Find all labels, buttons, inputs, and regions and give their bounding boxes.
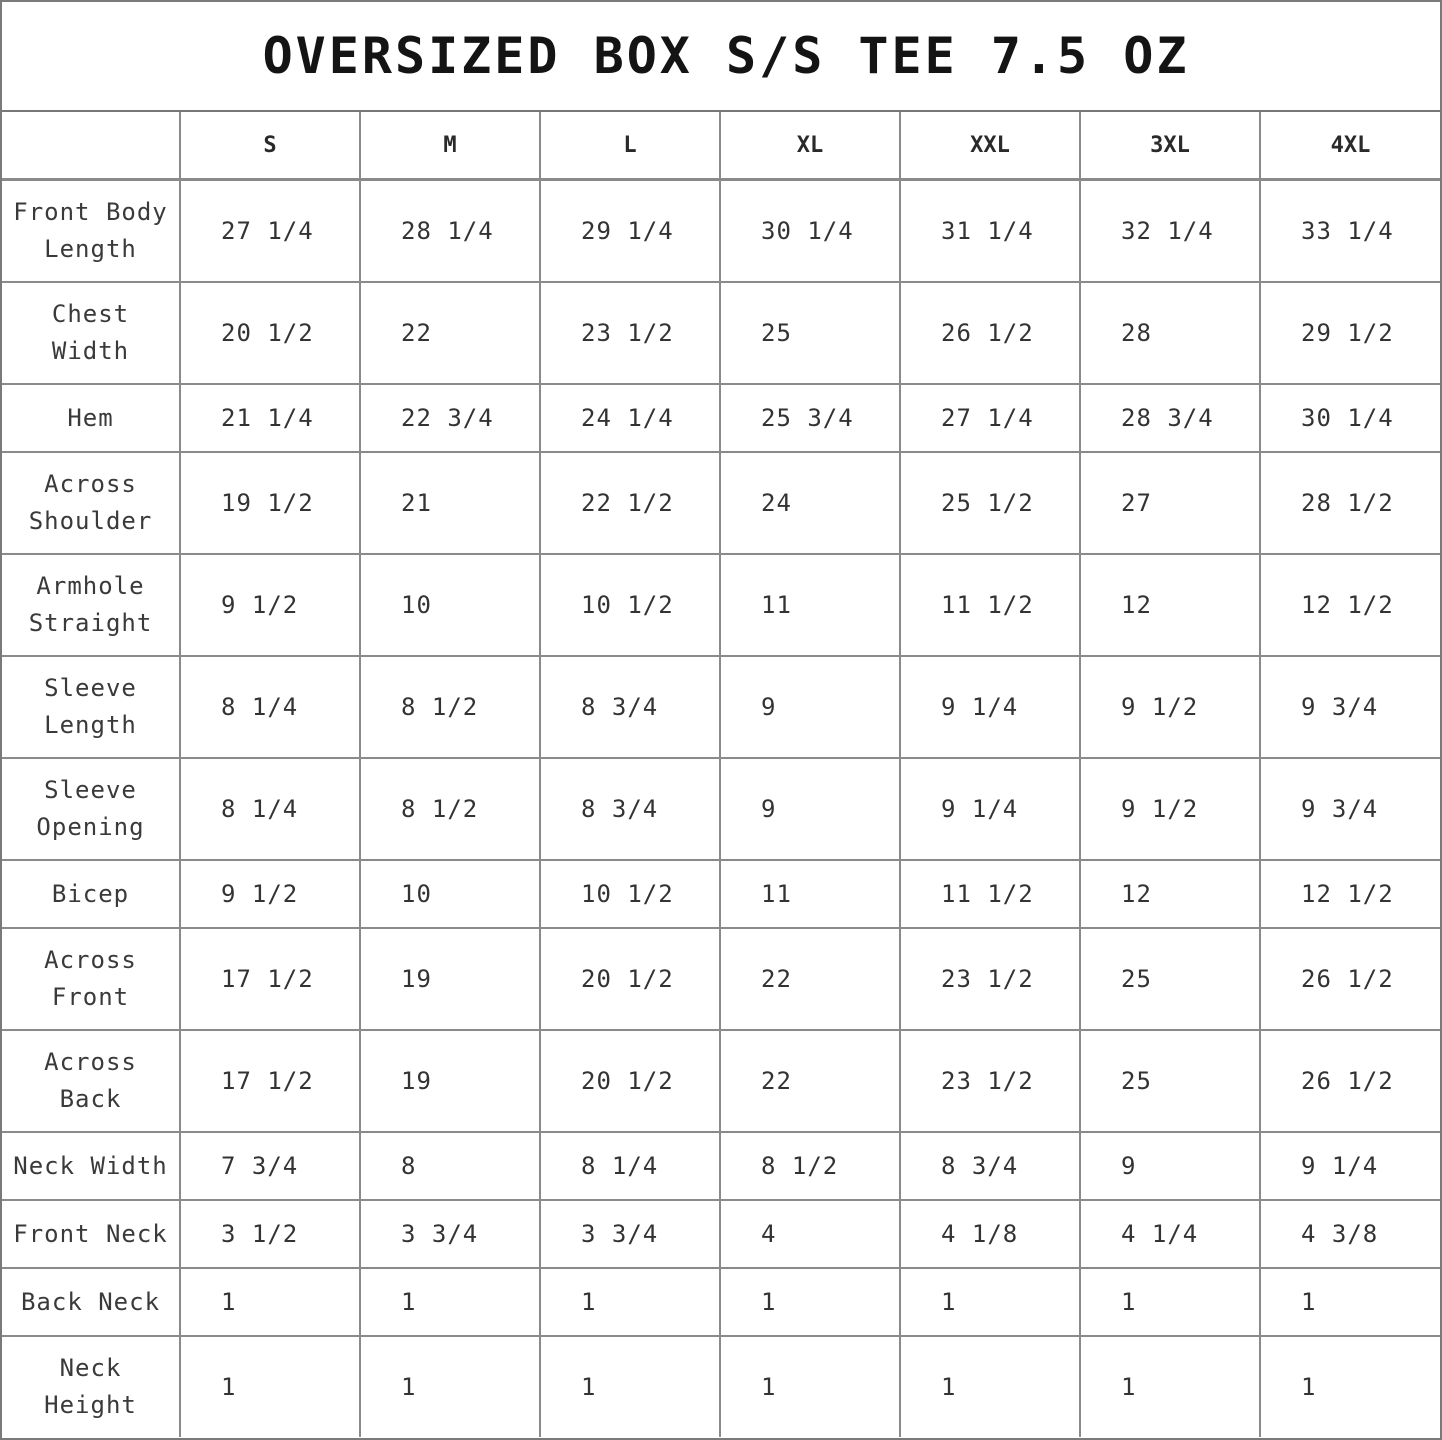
measurement-value-xl: 25 3/4 <box>720 384 900 452</box>
measurement-row <box>2 1268 1440 1336</box>
measurement-value-4xl: 26 1/2 <box>1260 1030 1440 1132</box>
measurement-value-xxl: 23 1/2 <box>900 1030 1080 1132</box>
measurement-value-l: 10 1/2 <box>540 554 720 656</box>
measurement-row <box>2 282 1440 384</box>
measurement-value-m: 8 <box>360 1132 540 1200</box>
measurement-value-4xl: 29 1/2 <box>1260 282 1440 384</box>
measurement-value-3xl: 27 <box>1080 452 1260 554</box>
measurement-value-xxl: 1 <box>900 1268 1080 1336</box>
measurement-value-l: 24 1/4 <box>540 384 720 452</box>
measurement-value-4xl: 12 1/2 <box>1260 554 1440 656</box>
measurement-value-xl: 24 <box>720 452 900 554</box>
measurement-label: Across Shoulder <box>2 452 180 554</box>
measurement-row <box>2 1336 1440 1437</box>
measurement-value-xl: 4 <box>720 1200 900 1268</box>
size-header-l: L <box>540 112 720 180</box>
measurement-value-xl: 11 <box>720 860 900 928</box>
measurement-value-3xl: 25 <box>1080 1030 1260 1132</box>
measurement-value-xl: 22 <box>720 928 900 1030</box>
measurement-value-4xl: 12 1/2 <box>1260 860 1440 928</box>
measurement-label: Bicep <box>2 860 180 928</box>
measurement-value-s: 27 1/4 <box>180 180 360 283</box>
measurement-value-l: 8 3/4 <box>540 656 720 758</box>
size-header-m: M <box>360 112 540 180</box>
measurement-value-xl: 22 <box>720 1030 900 1132</box>
measurement-label: Back Neck <box>2 1268 180 1336</box>
measurement-value-xl: 9 <box>720 656 900 758</box>
measurement-value-3xl: 12 <box>1080 554 1260 656</box>
measurement-row <box>2 384 1440 452</box>
measurement-row <box>2 928 1440 1030</box>
measurement-value-4xl: 1 <box>1260 1336 1440 1437</box>
measurement-value-s: 1 <box>180 1268 360 1336</box>
measurement-label: Front Neck <box>2 1200 180 1268</box>
measurement-value-3xl: 1 <box>1080 1336 1260 1437</box>
measurement-value-l: 3 3/4 <box>540 1200 720 1268</box>
measurement-value-s: 9 1/2 <box>180 860 360 928</box>
measurement-value-xxl: 27 1/4 <box>900 384 1080 452</box>
measurement-label: Neck Height <box>2 1336 180 1437</box>
measurement-value-m: 10 <box>360 860 540 928</box>
measurement-value-m: 21 <box>360 452 540 554</box>
measurement-value-xl: 30 1/4 <box>720 180 900 283</box>
measurement-label: Chest Width <box>2 282 180 384</box>
measurement-value-xxl: 26 1/2 <box>900 282 1080 384</box>
measurement-value-3xl: 25 <box>1080 928 1260 1030</box>
measurement-label: Across Front <box>2 928 180 1030</box>
measurement-value-4xl: 1 <box>1260 1268 1440 1336</box>
size-header-s: S <box>180 112 360 180</box>
measurement-row <box>2 554 1440 656</box>
measurement-label: Sleeve Opening <box>2 758 180 860</box>
measurement-value-3xl: 9 1/2 <box>1080 656 1260 758</box>
measurement-value-4xl: 9 1/4 <box>1260 1132 1440 1200</box>
measurement-value-3xl: 28 3/4 <box>1080 384 1260 452</box>
measurement-value-xl: 11 <box>720 554 900 656</box>
measurement-value-xxl: 8 3/4 <box>900 1132 1080 1200</box>
measurement-value-l: 8 3/4 <box>540 758 720 860</box>
corner-cell <box>2 112 180 180</box>
measurement-row <box>2 1030 1440 1132</box>
measurement-value-4xl: 9 3/4 <box>1260 758 1440 860</box>
measurement-value-xxl: 9 1/4 <box>900 758 1080 860</box>
measurement-value-3xl: 1 <box>1080 1268 1260 1336</box>
measurement-value-xl: 8 1/2 <box>720 1132 900 1200</box>
measurement-value-s: 8 1/4 <box>180 656 360 758</box>
measurement-label: Sleeve Length <box>2 656 180 758</box>
measurement-value-s: 17 1/2 <box>180 928 360 1030</box>
measurement-value-l: 8 1/4 <box>540 1132 720 1200</box>
measurement-value-l: 29 1/4 <box>540 180 720 283</box>
measurement-row <box>2 1132 1440 1200</box>
size-header-row <box>2 112 1440 180</box>
size-header-4xl: 4XL <box>1260 112 1440 180</box>
measurement-value-xl: 9 <box>720 758 900 860</box>
measurement-value-4xl: 28 1/2 <box>1260 452 1440 554</box>
measurement-value-m: 22 <box>360 282 540 384</box>
measurement-value-m: 3 3/4 <box>360 1200 540 1268</box>
measurement-value-4xl: 30 1/4 <box>1260 384 1440 452</box>
measurement-value-m: 10 <box>360 554 540 656</box>
measurement-value-3xl: 4 1/4 <box>1080 1200 1260 1268</box>
measurement-value-m: 19 <box>360 1030 540 1132</box>
measurement-value-l: 10 1/2 <box>540 860 720 928</box>
measurement-value-4xl: 33 1/4 <box>1260 180 1440 283</box>
measurement-value-4xl: 4 3/8 <box>1260 1200 1440 1268</box>
measurement-value-l: 23 1/2 <box>540 282 720 384</box>
measurement-value-xxl: 4 1/8 <box>900 1200 1080 1268</box>
chart-title: OVERSIZED BOX S/S TEE 7.5 OZ <box>2 2 1440 112</box>
size-header-3xl: 3XL <box>1080 112 1260 180</box>
measurement-value-3xl: 9 <box>1080 1132 1260 1200</box>
measurement-value-xxl: 11 1/2 <box>900 860 1080 928</box>
size-table <box>2 112 1440 1437</box>
measurement-value-4xl: 26 1/2 <box>1260 928 1440 1030</box>
measurement-value-s: 19 1/2 <box>180 452 360 554</box>
measurement-row <box>2 1200 1440 1268</box>
measurement-value-xxl: 23 1/2 <box>900 928 1080 1030</box>
measurement-value-3xl: 32 1/4 <box>1080 180 1260 283</box>
measurement-value-l: 22 1/2 <box>540 452 720 554</box>
measurement-value-xxl: 31 1/4 <box>900 180 1080 283</box>
measurement-value-s: 17 1/2 <box>180 1030 360 1132</box>
measurement-row <box>2 180 1440 283</box>
measurement-value-l: 20 1/2 <box>540 1030 720 1132</box>
measurement-label: Neck Width <box>2 1132 180 1200</box>
measurement-value-s: 9 1/2 <box>180 554 360 656</box>
measurement-value-l: 1 <box>540 1336 720 1437</box>
measurement-value-m: 8 1/2 <box>360 758 540 860</box>
measurement-value-m: 22 3/4 <box>360 384 540 452</box>
measurement-value-s: 8 1/4 <box>180 758 360 860</box>
measurement-row <box>2 452 1440 554</box>
measurement-value-m: 1 <box>360 1268 540 1336</box>
measurement-label: Armhole Straight <box>2 554 180 656</box>
measurement-value-s: 1 <box>180 1336 360 1437</box>
measurement-value-xl: 25 <box>720 282 900 384</box>
measurement-row <box>2 758 1440 860</box>
measurement-value-l: 20 1/2 <box>540 928 720 1030</box>
measurement-value-xxl: 25 1/2 <box>900 452 1080 554</box>
measurement-label: Front Body Length <box>2 180 180 283</box>
size-header-xl: XL <box>720 112 900 180</box>
measurement-row <box>2 860 1440 928</box>
measurement-rows <box>2 180 1440 1438</box>
measurement-value-s: 21 1/4 <box>180 384 360 452</box>
measurement-value-s: 20 1/2 <box>180 282 360 384</box>
measurement-value-3xl: 28 <box>1080 282 1260 384</box>
measurement-value-xxl: 1 <box>900 1336 1080 1437</box>
measurement-value-xl: 1 <box>720 1336 900 1437</box>
measurement-value-xxl: 11 1/2 <box>900 554 1080 656</box>
measurement-value-l: 1 <box>540 1268 720 1336</box>
measurement-value-3xl: 12 <box>1080 860 1260 928</box>
measurement-value-m: 8 1/2 <box>360 656 540 758</box>
measurement-label: Hem <box>2 384 180 452</box>
measurement-value-m: 19 <box>360 928 540 1030</box>
measurement-label: Across Back <box>2 1030 180 1132</box>
measurement-value-xxl: 9 1/4 <box>900 656 1080 758</box>
measurement-value-m: 1 <box>360 1336 540 1437</box>
measurement-value-3xl: 9 1/2 <box>1080 758 1260 860</box>
size-header-xxl: XXL <box>900 112 1080 180</box>
measurement-value-4xl: 9 3/4 <box>1260 656 1440 758</box>
measurement-value-s: 7 3/4 <box>180 1132 360 1200</box>
measurement-value-s: 3 1/2 <box>180 1200 360 1268</box>
measurement-value-xl: 1 <box>720 1268 900 1336</box>
measurement-value-m: 28 1/4 <box>360 180 540 283</box>
measurement-row <box>2 656 1440 758</box>
